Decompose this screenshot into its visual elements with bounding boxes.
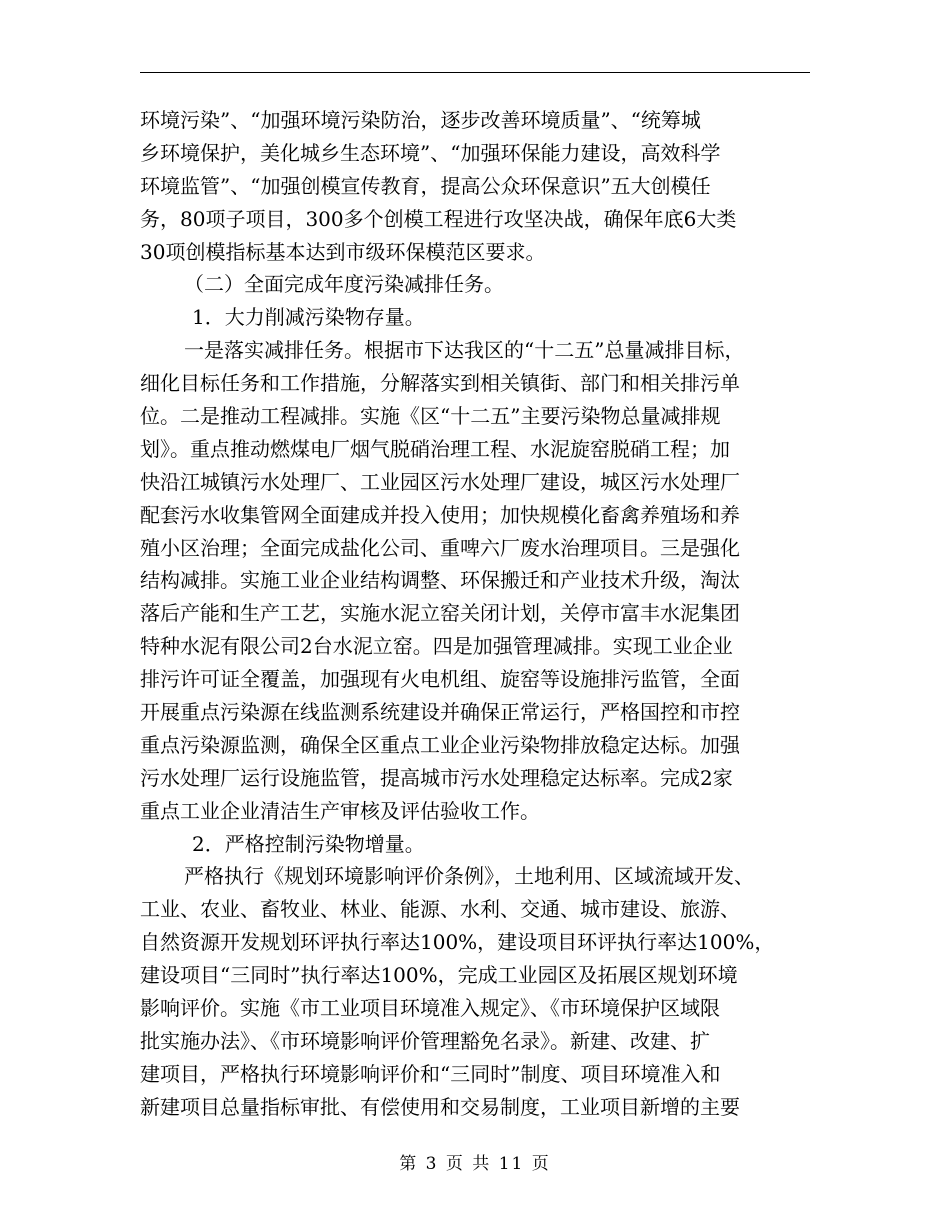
text-line: 环境污染”、“加强环境污染防治，逐步改善环境质量”、“统筹城	[140, 108, 701, 132]
text-line: 建项目，严格执行环境影响评价和“三同时”制度、项目环境准入和	[140, 1061, 721, 1086]
document-body	[140, 104, 812, 1124]
text-line: 工业、农业、畜牧业、林业、能源、水利、交通、城市建设、旅游、	[140, 897, 740, 922]
text-line: 重点工业企业清洁生产审核及评估验收工作。	[140, 798, 540, 823]
paragraph-first-line: 严格执行《规划环境影响评价条例》，土地利用、区域流域开发、	[184, 864, 754, 889]
header-rule	[140, 72, 810, 73]
text-line: 环境监管”、“加强创模宣传教育，提高公众环保意识”五大创模任	[140, 173, 711, 198]
text-line: 排污许可证全覆盖，加强现有火电机组、旋窑等设施排污监管，全面	[140, 667, 740, 692]
text-line: 建设项目“三同时”执行率达100%，完成工业园区及拓展区规划环境	[140, 963, 738, 988]
text-line: 批实施办法》、《市环境影响评价管理豁免名录》。新建、改建、扩	[140, 1028, 710, 1053]
text-line: 30项创模指标基本达到市级环保模范区要求。	[140, 239, 546, 264]
page-footer	[0, 1152, 950, 1176]
text-line: 配套污水收集管网全面建成并投入使用；加快规模化畜禽养殖场和养	[140, 502, 740, 527]
text-line: 位。二是推动工程减排。实施《区“十二五”主要污染物总量减排规	[140, 404, 721, 429]
text-line: 开展重点污染源在线监测系统建设并确保正常运行，严格国控和市控	[140, 700, 740, 725]
text-line: 落后产能和生产工艺，实施水泥立窑关闭计划，关停市富丰水泥集团	[140, 601, 740, 626]
text-line: 务，80项子项目，300多个创模工程进行攻坚决战，确保年底6大类	[140, 206, 737, 231]
text-line: 自然资源开发规划环评执行率达100%，建设项目环评执行率达100%，	[140, 930, 775, 955]
text-line: 殖小区治理；全面完成盐化公司、重啤六厂废水治理项目。三是强化	[140, 535, 740, 560]
section-heading: （二）全面完成年度污染减排任务。	[184, 272, 504, 297]
text-line: 细化目标任务和工作措施，分解落实到相关镇街、部门和相关排污单	[140, 371, 740, 396]
text-line: 快沿江城镇污水处理厂、工业园区污水处理厂建设，城区污水处理厂	[140, 469, 740, 494]
text-line: 重点污染源监测，确保全区重点工业企业污染物排放稳定达标。加强	[140, 732, 740, 757]
subsection-heading: 1．大力削减污染物存量。	[192, 305, 425, 330]
text-line: 乡环境保护，美化城乡生态环境”、“加强环保能力建设，高效科学	[140, 140, 721, 165]
page-number: 第 3 页 共 11 页	[399, 1154, 551, 1174]
subsection-heading: 2．严格控制污染物增量。	[192, 831, 425, 856]
text-line: 新建项目总量指标审批、有偿使用和交易制度，工业项目新增的主要	[140, 1094, 740, 1119]
text-line: 影响评价。实施《市工业项目环境准入规定》、《市环境保护区域限	[140, 996, 720, 1021]
paragraph-first-line: 一是落实减排任务。根据市下达我区的“十二五”总量减排目标，	[184, 338, 745, 363]
text-line: 结构减排。实施工业企业结构调整、环保搬迁和产业技术升级，淘汰	[140, 568, 740, 593]
text-line: 污水处理厂运行设施监管，提高城市污水处理稳定达标率。完成2家	[140, 765, 733, 790]
text-line: 划》。重点推动燃煤电厂烟气脱硝治理工程、水泥旋窑脱硝工程；加	[140, 436, 730, 461]
text-line: 特种水泥有限公司2台水泥立窑。四是加强管理减排。实现工业企业	[140, 634, 733, 659]
